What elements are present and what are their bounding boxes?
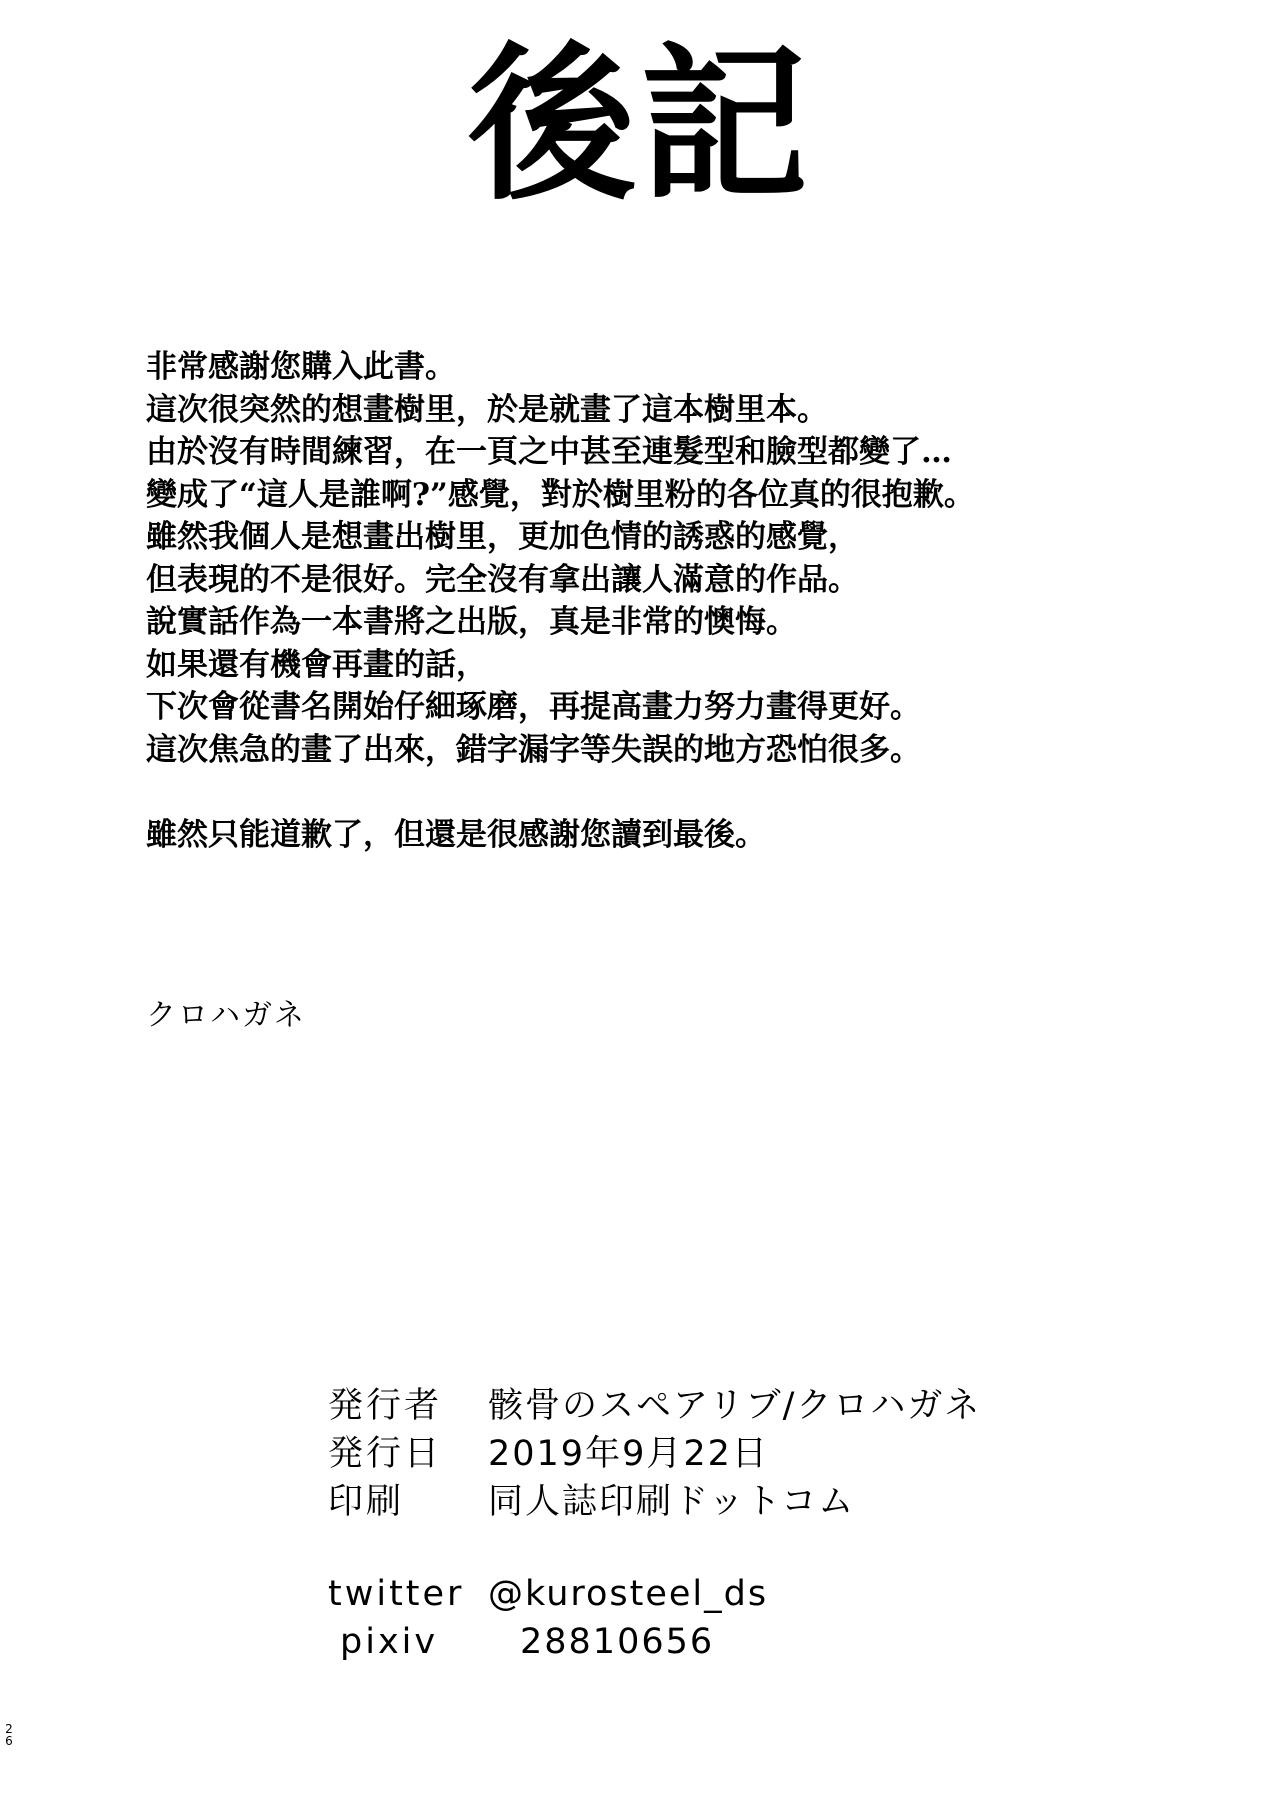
printer-value: 同人誌印刷ドットコム: [488, 1482, 856, 1522]
twitter-handle: @kurosteel_ds: [488, 1574, 769, 1614]
pixiv-row: [328, 1618, 981, 1666]
publisher-row: [328, 1382, 981, 1430]
body-line: 說實話作為一本書將之出版，真是非常的懊悔。: [146, 604, 797, 640]
printer-label: 印刷: [328, 1482, 405, 1522]
body-line: 如果還有機會再畫的話，: [146, 646, 487, 683]
date-label: 発行日: [328, 1434, 443, 1474]
author-signature: クロハガネ: [146, 998, 306, 1033]
date-row: [328, 1430, 981, 1478]
body-line: 非常感謝您購入此書。: [146, 349, 456, 385]
paragraph-gap: [146, 771, 1146, 814]
publisher-label: 発行者: [328, 1386, 443, 1426]
body-line: 下次會從書名開始仔細琢磨，再提高畫力努力畫得更好。: [146, 689, 921, 725]
colophon: [328, 1382, 981, 1666]
date-value: 2019年9月22日: [488, 1434, 769, 1474]
body-line: 這次焦急的畫了出來，錯字漏字等失誤的地方恐怕很多。: [146, 731, 921, 768]
body-line: 由於沒有時間練習，在一頁之中甚至連髮型和臉型都變了…: [146, 434, 952, 470]
twitter-label: twitter: [328, 1574, 465, 1614]
colophon-gap: [328, 1526, 981, 1570]
page-title: 後記: [468, 27, 812, 223]
page-number: 26: [5, 1722, 13, 1748]
body-line: 但表現的不是很好。完全沒有拿出讓人滿意的作品。: [146, 561, 859, 598]
twitter-row: [328, 1570, 981, 1618]
body-line: 這次很突然的想畫樹里，於是就畫了這本樹里本。: [146, 391, 828, 428]
body-line: 變成了“這人是誰啊?”感覺，對於樹里粉的各位真的很抱歉。: [146, 476, 975, 513]
pixiv-id: 28810656: [520, 1622, 715, 1662]
afterword-body: [146, 346, 1146, 856]
closing-line: 雖然只能道歉了，但還是很感謝您讀到最後。: [146, 816, 766, 853]
publisher-value: 骸骨のスペアリブ/クロハガネ: [488, 1386, 982, 1426]
body-line: 雖然我個人是想畫出樹里，更加色情的誘惑的感覺，: [146, 519, 859, 555]
pixiv-label: pixiv: [340, 1622, 439, 1662]
printer-row: [328, 1478, 981, 1526]
